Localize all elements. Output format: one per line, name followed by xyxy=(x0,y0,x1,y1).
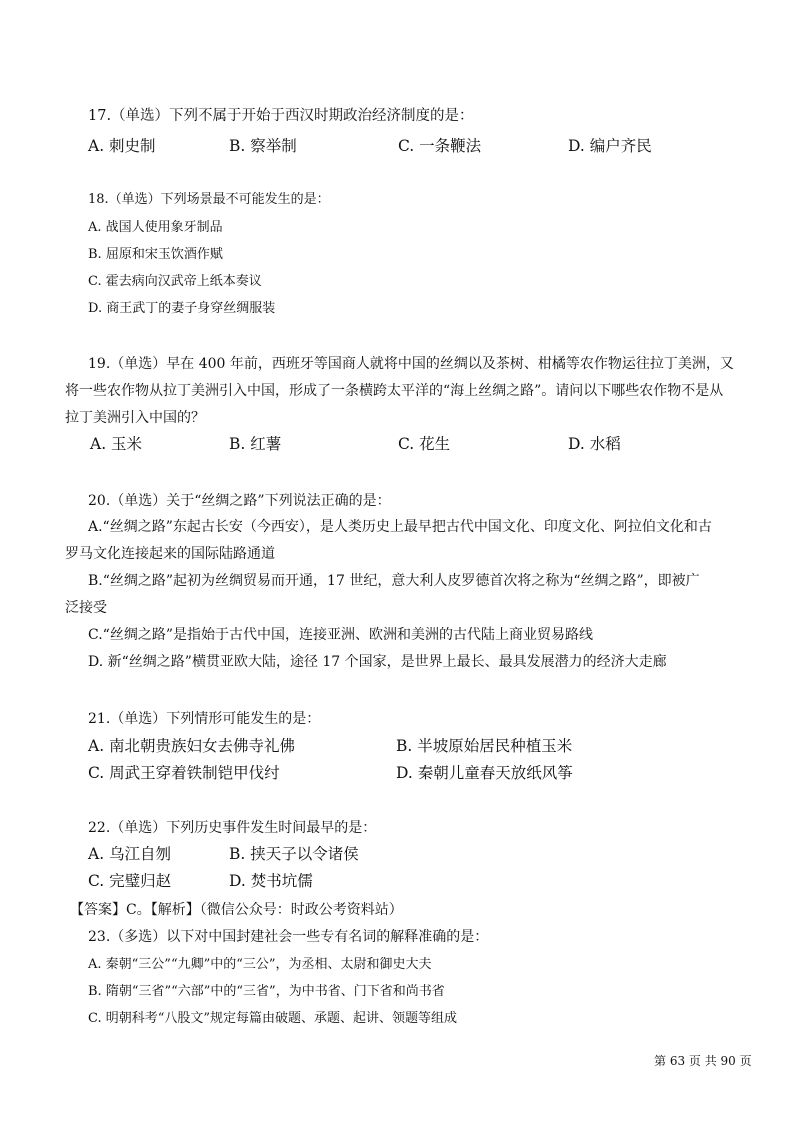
q20-line-3: B.“丝绸之路”起初为丝绸贸易而开通，17 世纪，意大利人皮罗德首次将之称为“丝绸之路”，即被广 xyxy=(88,573,700,589)
q17-option-d: D. 编户齐民 xyxy=(568,137,652,155)
q23-option-a: A. 秦朝“三公”“九卿”中的“三公”，为丞相、太尉和御史大夫 xyxy=(88,957,432,972)
q18-stem: 18.（单选）下列场景最不可能发生的是： xyxy=(88,192,330,207)
q18-option-b: B. 屈原和宋玉饮酒作赋 xyxy=(88,247,223,262)
q21-option-c: C. 周武王穿着铁制铠甲伐纣 xyxy=(88,764,280,782)
q22-option-a: A. 乌江自刎 xyxy=(88,845,172,863)
q17-option-a: A. 刺史制 xyxy=(88,137,156,155)
q21-option-a: A. 南北朝贵族妇女去佛寺礼佛 xyxy=(88,737,296,755)
q23-stem: 23.（多选）以下对中国封建社会一些专有名词的解释准确的是： xyxy=(88,929,489,945)
q18-option-d: D. 商王武丁的妻子身穿丝绸服装 xyxy=(88,301,276,316)
page-footer: 第 63 页 共 90 页 xyxy=(654,1054,752,1068)
q23-option-b: B. 隋朝“三省”“六部”中的“三省”，为中书省、门下省和尚书省 xyxy=(88,984,445,999)
q22-stem: 22.（单选）下列历史事件发生时间最早的是： xyxy=(88,820,377,836)
q19-option-d: D. 水稻 xyxy=(568,435,621,453)
q20-line-6: D. 新“丝绸之路”横贯亚欧大陆，途径 17 个国家，是世界上最长、最具发展潜力的经济大走廊 xyxy=(88,654,667,670)
q21-option-d: D. 秦朝儿童春天放纸风筝 xyxy=(396,764,573,782)
q22-option-d: D. 焚书坑儒 xyxy=(229,872,313,890)
q23-option-c: C. 明朝科考“八股文”规定每篇由破题、承题、起讲、领题等组成 xyxy=(88,1011,458,1026)
q21-option-b: B. 半坡原始居民种植玉米 xyxy=(396,737,573,755)
q17-option-c: C. 一条鞭法 xyxy=(398,137,482,155)
q17-option-b: B. 察举制 xyxy=(229,137,297,155)
q19-option-a: A. 玉米 xyxy=(90,435,143,453)
q18-option-c: C. 霍去病向汉武帝上纸本奏议 xyxy=(88,274,262,289)
q19-option-b: B. 红薯 xyxy=(229,435,282,453)
q20-stem: 20.（单选）关于“丝绸之路”下列说法正确的是： xyxy=(88,493,391,509)
q21-stem: 21.（单选）下列情形可能发生的是： xyxy=(88,711,321,727)
q19-option-c: C. 花生 xyxy=(398,435,451,453)
q20-line-1: A.“丝绸之路”东起古长安（今西安），是人类历史上最早把古代中国文化、印度文化、阿拉伯文化和古 xyxy=(88,519,712,535)
q22-answer: 【答案】C。【解析】（微信公众号：时政公考资料站） xyxy=(70,902,403,918)
q22-option-b: B. 挟天子以令诸侯 xyxy=(229,845,359,863)
q19-line-2: 将一些农作物从拉丁美洲引入中国，形成了一条横跨太平洋的“海上丝绸之路”。请问以下哪些农作物不是从 xyxy=(65,383,724,399)
q17-stem: 17.（单选）下列不属于开始于西汉时期政治经济制度的是： xyxy=(88,108,474,124)
q19-line-1: 19.（单选）早在 400 年前，西班牙等国商人就将中国的丝绸以及茶树、柑橘等农作物运往拉丁美洲，又 xyxy=(88,356,734,372)
q19-line-3: 拉丁美洲引入中国的？ xyxy=(65,410,205,426)
q20-line-4: 泛接受 xyxy=(65,600,107,616)
q22-option-c: C. 完璧归赵 xyxy=(88,872,172,890)
q18-option-a: A. 战国人使用象牙制品 xyxy=(88,220,223,235)
q20-line-2: 罗马文化连接起来的国际陆路通道 xyxy=(65,546,275,562)
q20-line-5: C.“丝绸之路”是指始于古代中国，连接亚洲、欧洲和美洲的古代陆上商业贸易路线 xyxy=(88,627,593,643)
